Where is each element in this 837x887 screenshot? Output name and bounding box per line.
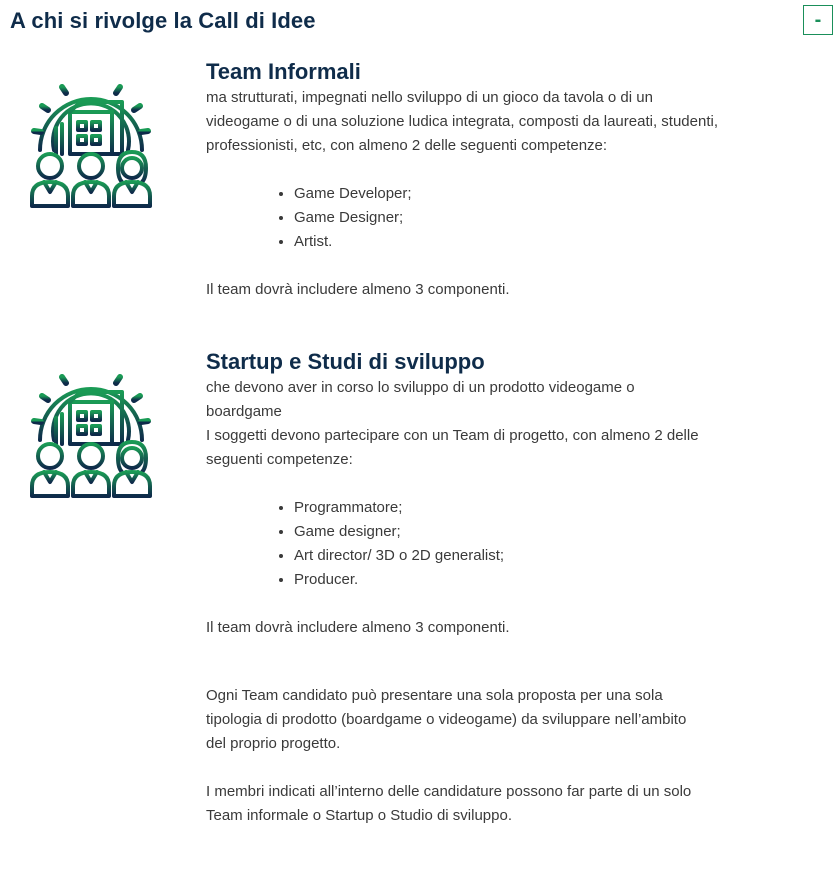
section-title: A chi si rivolge la Call di Idee xyxy=(10,8,316,33)
collapse-button[interactable]: - xyxy=(803,5,833,35)
block-content xyxy=(206,58,726,302)
team-building-icon xyxy=(26,362,156,502)
team-building-icon xyxy=(26,72,156,212)
block-intro: ma strutturati, impegnati nello sviluppo di un gioco da tavola o di un videogame o di una soluzione ludica integrata, composti da laureati, studenti, professionisti, etc, con almeno 2 delle seguenti competenze: xyxy=(206,89,718,154)
competence-list xyxy=(294,496,726,592)
block-content xyxy=(206,348,726,640)
list-item: • Art director/ 3D o 2D generalist; xyxy=(294,544,726,568)
notes xyxy=(206,684,706,828)
list-item: • Game designer; xyxy=(294,520,726,544)
list-item: • Artist. xyxy=(294,230,726,254)
competence-list xyxy=(294,182,726,254)
list-item: • Game Designer; xyxy=(294,206,726,230)
block-footer: Il team dovrà includere almeno 3 componenti. xyxy=(206,619,510,636)
note-single-team: I membri indicati all’interno delle candidature possono far parte di un solo Team informale o Startup o Studio di sviluppo. xyxy=(206,783,692,824)
list-item: • Game Developer; xyxy=(294,182,726,206)
block-title: Team Informali xyxy=(206,59,361,84)
block-footer: Il team dovrà includere almeno 3 componenti. xyxy=(206,281,510,298)
section-header xyxy=(10,4,833,38)
block-intro-secondary: I soggetti devono partecipare con un Team di progetto, con almeno 2 delle seguenti competenze: xyxy=(206,427,699,468)
block-title: Startup e Studi di sviluppo xyxy=(206,349,485,374)
list-item: • Programmatore; xyxy=(294,496,726,520)
block-intro: che devono aver in corso lo sviluppo di un prodotto videogame o boardgame xyxy=(206,379,635,420)
list-item: • Producer. xyxy=(294,568,726,592)
note-single-proposal: Ogni Team candidato può presentare una sola proposta per una sola tipologia di prodotto (boardgame o videogame) da sviluppare nell’ambito del proprio progetto. xyxy=(206,687,687,752)
